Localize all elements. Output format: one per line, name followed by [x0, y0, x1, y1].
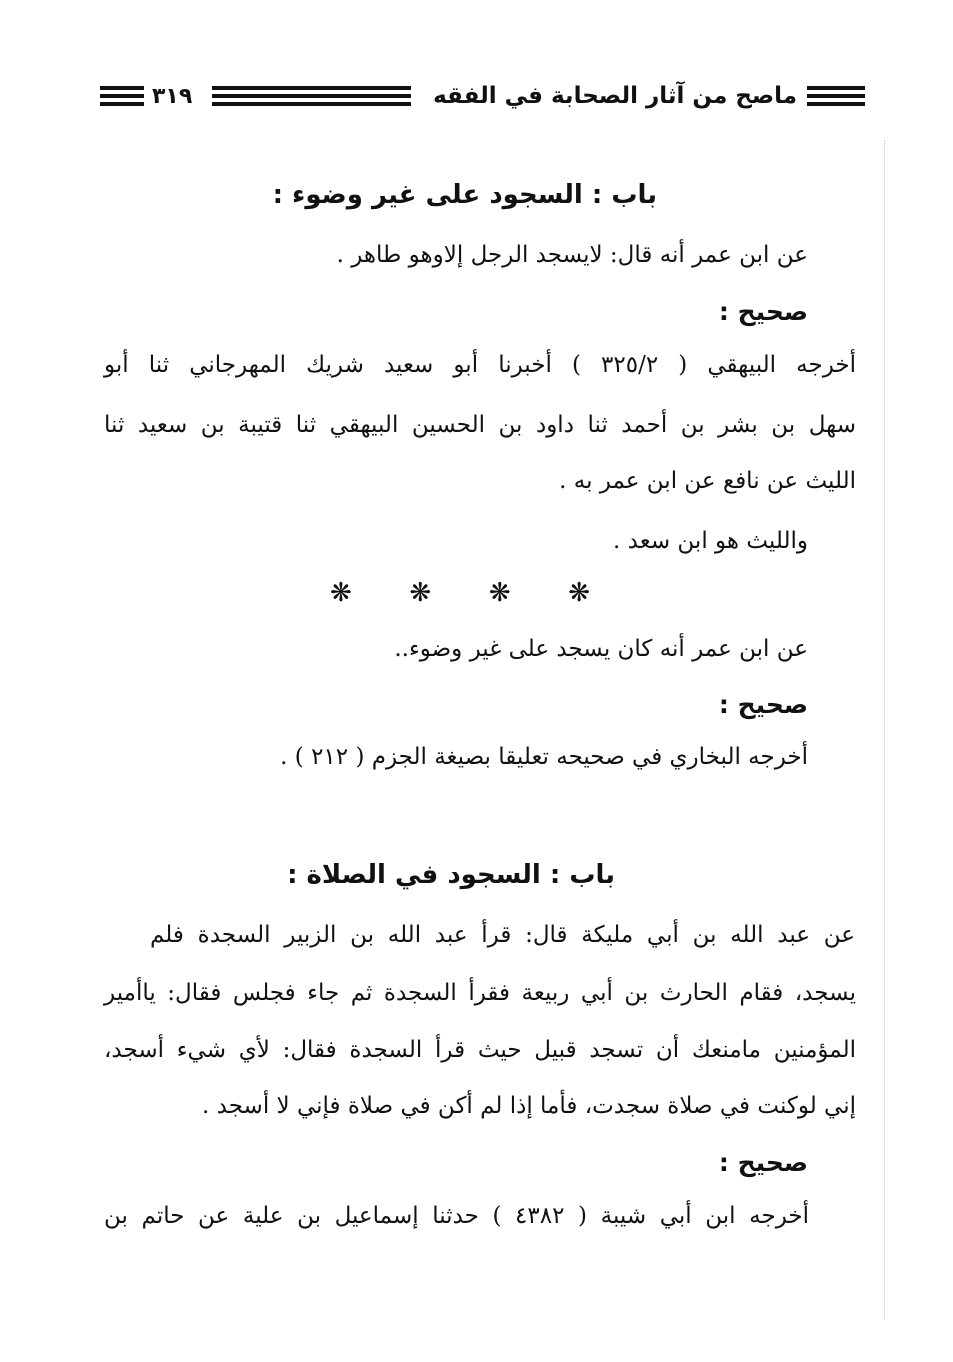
page-header [100, 78, 865, 114]
narration-2: عن ابن عمر أنه كان يسجد على غير وضوء.. [394, 636, 808, 662]
header-rule-middle [212, 86, 411, 106]
source-3: أخرجه ابن أبي شيبة ( ٤٣٨٢ ) حدثنا إسماعيل بن علية عن حاتم بن [104, 1203, 809, 1229]
page-number: ٣١٩ [152, 83, 193, 109]
narration-3-line-2: يسجد، فقام الحارث بن أبي ربيعة فقرأ السجدة ثم جاء فجلس فقال: ياأمير [104, 980, 856, 1006]
margin-rule [884, 140, 885, 1320]
grade-label-1: صحيح : [718, 297, 808, 326]
narration-1: عن ابن عمر أنه قال: لايسجد الرجل إلاوهو طاهر . [336, 242, 808, 268]
chapter-heading-2: باب : السجود في الصلاة : [287, 860, 615, 890]
chapter-heading-1: باب : السجود على غير وضوء : [272, 180, 657, 210]
source-line-1: أخرجه البيهقي ( ٣٢٥/٢ ) أخبرنا أبو سعيد شريك المهرجاني ثنا أبو [104, 352, 856, 378]
narration-3-line-1: عن عبد الله بن أبي مليكة قال: قرأ عبد الله بن الزبير السجدة فلم [150, 922, 855, 948]
star-icon: ❋ [330, 578, 352, 608]
star-icon: ❋ [568, 578, 590, 608]
star-icon: ❋ [409, 578, 432, 608]
note-line: والليث هو ابن سعد . [613, 528, 808, 554]
source-2: أخرجه البخاري في صحيحه تعليقا بصيغة الجزم ( ٢١٢ ) . [280, 744, 808, 770]
narration-3-line-3: المؤمنين مامنعك أن تسجد قبيل حيث قرأ السجدة فقال: لأي شيء أسجد، [104, 1037, 856, 1063]
source-line-3: الليث عن نافع عن ابن عمر به . [559, 468, 856, 494]
header-title: ماصح من آثار الصحابة في الفقه [433, 83, 797, 109]
header-rule-left [100, 86, 144, 106]
grade-label-3: صحيح : [718, 1148, 808, 1177]
section-separator [330, 578, 590, 608]
grade-label-2: صحيح : [718, 690, 808, 719]
star-icon: ❋ [488, 578, 511, 608]
source-line-2: سهل بن بشر بن أحمد ثنا داود بن الحسين البيهقي ثنا قتيبة بن سعيد ثنا [104, 412, 856, 438]
narration-3-line-4: إني لوكنت في صلاة سجدت، فأما إذا لم أكن في صلاة فإني لا أسجد . [202, 1093, 856, 1119]
header-rule-right [807, 86, 865, 106]
